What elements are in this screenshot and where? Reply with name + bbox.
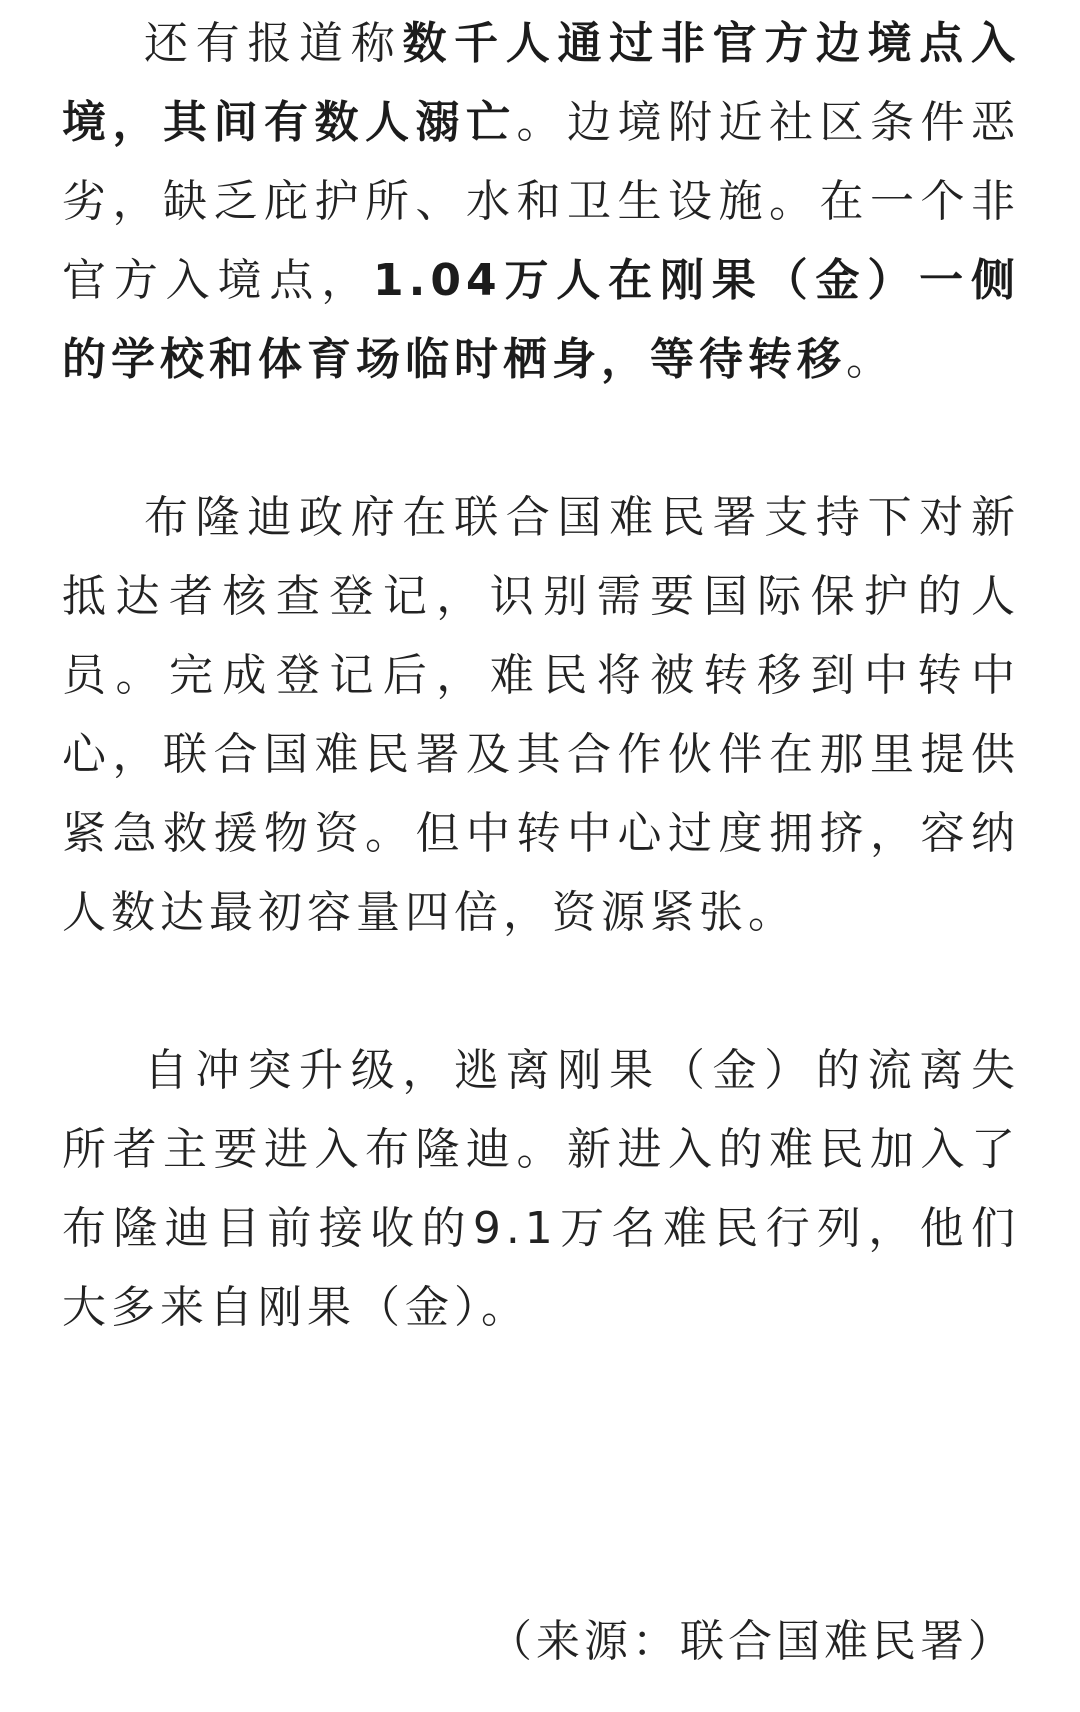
paragraph-3 bbox=[62, 1031, 1020, 1347]
paragraph-1-text-1: 还有报道称 bbox=[144, 18, 403, 69]
paragraph-3-text: 自冲突升级，逃离刚果（金）的流离失所者主要进入布隆迪。新进入的难民加入了布隆迪目前接收的9.1万名难民行列，他们大多来自刚果（金）。 bbox=[62, 1045, 1020, 1333]
paragraph-1-bold-1: 数千人通过非官方边境点入境，其间有数人溺亡 bbox=[62, 18, 1020, 148]
paragraph-1 bbox=[62, 4, 1020, 399]
paragraph-1-text-3: 。 bbox=[846, 334, 895, 385]
article-body bbox=[62, 4, 1020, 1347]
paragraph-2 bbox=[62, 478, 1020, 952]
paragraph-2-text: 布隆迪政府在联合国难民署支持下对新抵达者核查登记，识别需要国际保护的人员。完成登记后，难民将被转移到中转中心，联合国难民署及其合作伙伴在那里提供紧急救援物资。但中转中心过度拥挤，容纳人数达最初容量四倍，资源紧张。 bbox=[62, 492, 1020, 938]
source-attribution: （来源：联合国难民署） bbox=[488, 1616, 1016, 1667]
paragraph-1-bold-2: 1.04万人在刚果（金）一侧的学校和体育场临时栖身，等待转移 bbox=[62, 255, 1021, 385]
paragraph-1-text-2: 。边境附近社区条件恶劣，缺乏庇护所、水和卫生设施。在一个非官方入境点， bbox=[62, 97, 1020, 306]
